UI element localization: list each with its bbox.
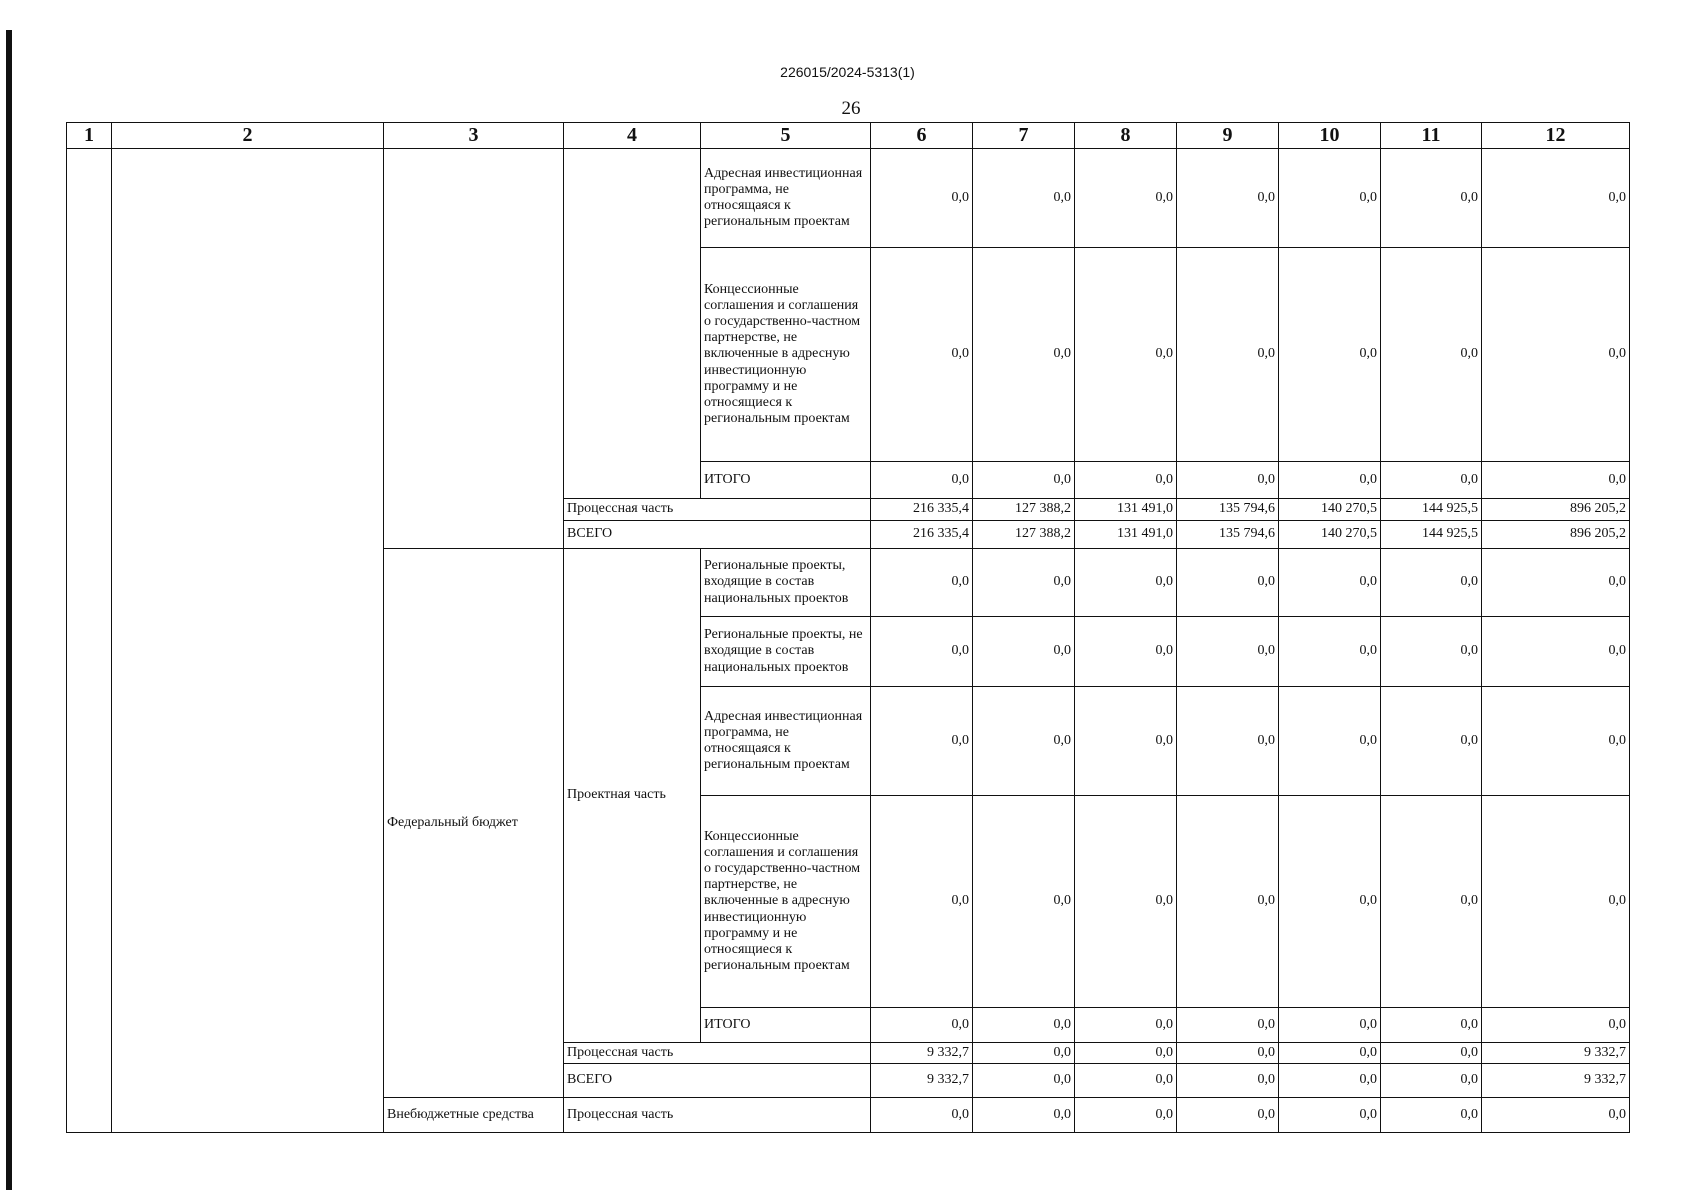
page-number: 26 xyxy=(841,98,861,119)
value-cell: 0,0 xyxy=(1482,796,1630,1008)
value-cell: 0,0 xyxy=(1279,149,1381,248)
value-cell: 140 270,5 xyxy=(1279,499,1381,521)
value-cell: 0,0 xyxy=(871,796,973,1008)
value-cell: 0,0 xyxy=(1381,549,1482,617)
column-number: 1 xyxy=(67,123,112,149)
value-cell: 0,0 xyxy=(1075,1043,1177,1064)
value-cell: 0,0 xyxy=(1177,1008,1279,1043)
value-cell: 9 332,7 xyxy=(1482,1043,1630,1064)
value-cell: 0,0 xyxy=(1381,796,1482,1008)
value-cell: 0,0 xyxy=(1381,1043,1482,1064)
value-cell: 0,0 xyxy=(1381,1098,1482,1133)
value-cell: 0,0 xyxy=(1177,149,1279,248)
value-cell: 127 388,2 xyxy=(973,499,1075,521)
value-cell: 0,0 xyxy=(973,462,1075,499)
value-cell: 0,0 xyxy=(1177,1064,1279,1098)
value-cell: 0,0 xyxy=(1381,1008,1482,1043)
value-cell: 0,0 xyxy=(973,687,1075,796)
value-cell: 0,0 xyxy=(1177,617,1279,687)
row-label: ВСЕГО xyxy=(564,521,871,549)
row-label: ВСЕГО xyxy=(564,1064,871,1098)
value-cell: 0,0 xyxy=(1075,1008,1177,1043)
budget-table xyxy=(66,122,1630,1133)
value-cell: 0,0 xyxy=(871,149,973,248)
row-label: ИТОГО xyxy=(701,462,871,499)
value-cell: 0,0 xyxy=(1177,1098,1279,1133)
budget-source-federal: Федеральный бюджет xyxy=(384,549,564,1098)
value-cell: 216 335,4 xyxy=(871,521,973,549)
value-cell: 0,0 xyxy=(1075,1098,1177,1133)
value-cell: 9 332,7 xyxy=(871,1064,973,1098)
value-cell: 0,0 xyxy=(1279,1043,1381,1064)
value-cell: 0,0 xyxy=(1075,462,1177,499)
row-label: Адресная инвестиционная программа, не относящаяся к региональным проектам xyxy=(701,687,871,796)
value-cell: 0,0 xyxy=(1381,687,1482,796)
value-cell: 0,0 xyxy=(1177,462,1279,499)
value-cell: 0,0 xyxy=(1482,1008,1630,1043)
row-label: Концессионные соглашения и соглашения о государственно-частном партнерстве, не включенные в адресную инвестиционную программу и не относящиеся к региональным проектам xyxy=(701,796,871,1008)
value-cell: 0,0 xyxy=(1075,149,1177,248)
table-row xyxy=(67,149,1630,248)
value-cell: 0,0 xyxy=(871,617,973,687)
col4-cell xyxy=(564,149,701,499)
value-cell: 144 925,5 xyxy=(1381,521,1482,549)
value-cell: 216 335,4 xyxy=(871,499,973,521)
column-number: 9 xyxy=(1177,123,1279,149)
column-number: 4 xyxy=(564,123,701,149)
value-cell: 0,0 xyxy=(973,617,1075,687)
value-cell: 0,0 xyxy=(1075,687,1177,796)
value-cell: 9 332,7 xyxy=(871,1043,973,1064)
value-cell: 0,0 xyxy=(871,1008,973,1043)
column-number: 2 xyxy=(112,123,384,149)
value-cell: 0,0 xyxy=(1279,687,1381,796)
value-cell: 0,0 xyxy=(1177,1043,1279,1064)
value-cell: 0,0 xyxy=(1177,549,1279,617)
value-cell: 0,0 xyxy=(1279,1098,1381,1133)
value-cell: 0,0 xyxy=(1482,617,1630,687)
value-cell: 0,0 xyxy=(1177,687,1279,796)
value-cell: 0,0 xyxy=(1279,1064,1381,1098)
value-cell: 0,0 xyxy=(1482,248,1630,462)
column-number: 5 xyxy=(701,123,871,149)
row-label: Процессная часть xyxy=(564,499,871,521)
value-cell: 0,0 xyxy=(1075,549,1177,617)
value-cell: 0,0 xyxy=(1381,1064,1482,1098)
column-number-row xyxy=(67,123,1630,149)
value-cell: 896 205,2 xyxy=(1482,499,1630,521)
value-cell: 0,0 xyxy=(1075,617,1177,687)
value-cell: 0,0 xyxy=(973,549,1075,617)
scan-edge xyxy=(6,30,12,1190)
value-cell: 131 491,0 xyxy=(1075,499,1177,521)
column-number: 3 xyxy=(384,123,564,149)
value-cell: 0,0 xyxy=(1279,1008,1381,1043)
col2-cell xyxy=(112,149,384,1133)
value-cell: 0,0 xyxy=(1279,796,1381,1008)
column-number: 6 xyxy=(871,123,973,149)
value-cell: 0,0 xyxy=(1482,1098,1630,1133)
col3-cell xyxy=(384,149,564,549)
value-cell: 0,0 xyxy=(1075,796,1177,1008)
row-label: Процессная часть xyxy=(564,1043,871,1064)
column-number: 10 xyxy=(1279,123,1381,149)
column-number: 11 xyxy=(1381,123,1482,149)
value-cell: 0,0 xyxy=(973,1043,1075,1064)
value-cell: 0,0 xyxy=(1279,248,1381,462)
value-cell: 0,0 xyxy=(1177,796,1279,1008)
value-cell: 0,0 xyxy=(973,149,1075,248)
column-number: 12 xyxy=(1482,123,1630,149)
value-cell: 896 205,2 xyxy=(1482,521,1630,549)
value-cell: 140 270,5 xyxy=(1279,521,1381,549)
row-label: Региональные проекты, не входящие в состав национальных проектов xyxy=(701,617,871,687)
value-cell: 0,0 xyxy=(871,248,973,462)
row-label: Адресная инвестиционная программа, не относящаяся к региональным проектам xyxy=(701,149,871,248)
row-label: Процессная часть xyxy=(564,1098,871,1133)
value-cell: 0,0 xyxy=(973,1008,1075,1043)
value-cell: 131 491,0 xyxy=(1075,521,1177,549)
column-number: 7 xyxy=(973,123,1075,149)
value-cell: 9 332,7 xyxy=(1482,1064,1630,1098)
value-cell: 0,0 xyxy=(1075,1064,1177,1098)
value-cell: 0,0 xyxy=(973,1064,1075,1098)
value-cell: 0,0 xyxy=(1381,617,1482,687)
document-id: 226015/2024-5313(1) xyxy=(780,64,915,80)
value-cell: 135 794,6 xyxy=(1177,521,1279,549)
value-cell: 0,0 xyxy=(1279,617,1381,687)
value-cell: 127 388,2 xyxy=(973,521,1075,549)
value-cell: 0,0 xyxy=(1177,248,1279,462)
value-cell: 0,0 xyxy=(1482,149,1630,248)
row-label: Региональные проекты, входящие в состав национальных проектов xyxy=(701,549,871,617)
value-cell: 0,0 xyxy=(973,248,1075,462)
value-cell: 0,0 xyxy=(973,1098,1075,1133)
project-part-label: Проектная часть xyxy=(564,549,701,1043)
col1-cell xyxy=(67,149,112,1133)
value-cell: 0,0 xyxy=(1482,462,1630,499)
value-cell: 0,0 xyxy=(871,549,973,617)
row-label: Концессионные соглашения и соглашения о государственно-частном партнерстве, не включенные в адресную инвестиционную программу и не относящиеся к региональным проектам xyxy=(701,248,871,462)
budget-source-extrabudget: Внебюджетные средства xyxy=(384,1098,564,1133)
value-cell: 0,0 xyxy=(1482,687,1630,796)
value-cell: 0,0 xyxy=(871,1098,973,1133)
value-cell: 0,0 xyxy=(1381,149,1482,248)
value-cell: 0,0 xyxy=(1381,248,1482,462)
value-cell: 0,0 xyxy=(1482,549,1630,617)
row-label: ИТОГО xyxy=(701,1008,871,1043)
value-cell: 0,0 xyxy=(1381,462,1482,499)
value-cell: 144 925,5 xyxy=(1381,499,1482,521)
value-cell: 0,0 xyxy=(871,687,973,796)
value-cell: 0,0 xyxy=(1279,462,1381,499)
value-cell: 0,0 xyxy=(1075,248,1177,462)
value-cell: 0,0 xyxy=(1279,549,1381,617)
value-cell: 135 794,6 xyxy=(1177,499,1279,521)
value-cell: 0,0 xyxy=(973,796,1075,1008)
column-number: 8 xyxy=(1075,123,1177,149)
value-cell: 0,0 xyxy=(871,462,973,499)
